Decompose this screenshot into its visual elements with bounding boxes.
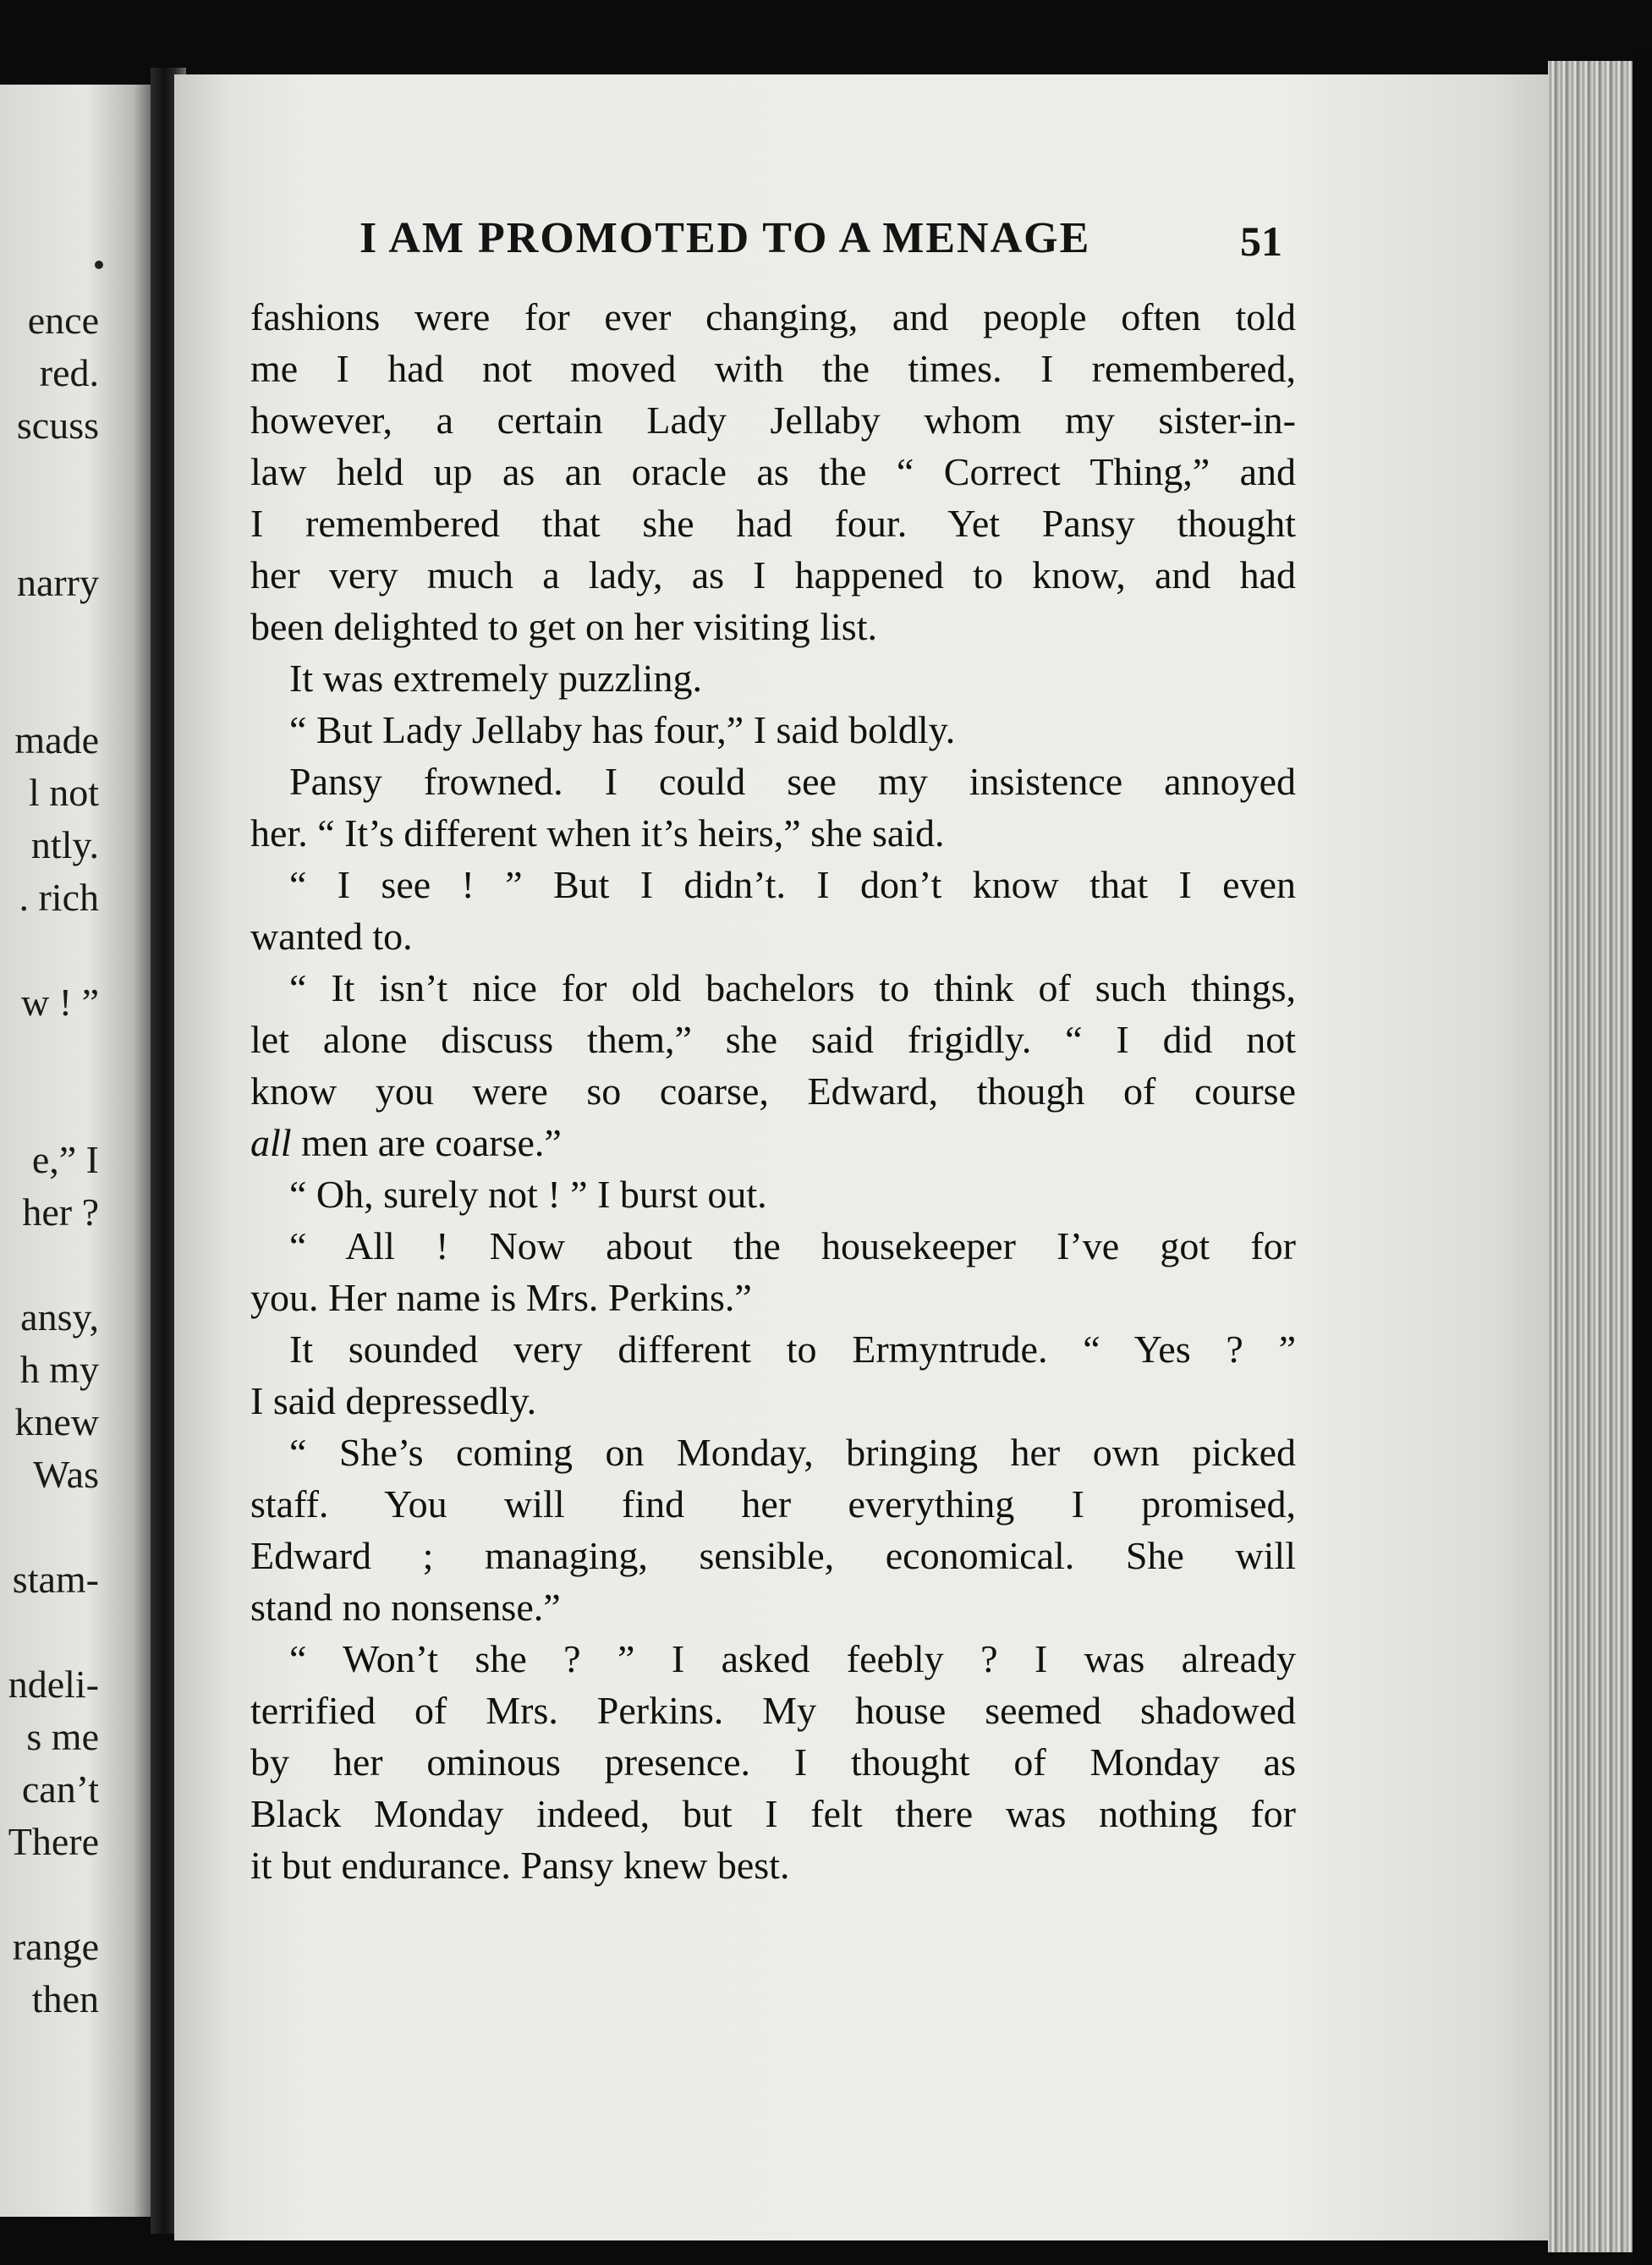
body-line: “ All ! Now about the housekeeper I’ve got for	[289, 1224, 1296, 1267]
facing-page-line: l not	[28, 771, 99, 814]
ink-dot	[95, 261, 103, 269]
body-line: by her ominous presence. I thought of Monday as	[250, 1740, 1296, 1784]
page-edges	[1548, 61, 1641, 2252]
edge-shadow	[1633, 51, 1652, 2265]
body-line: I remembered that she had four. Yet Pansy thought	[250, 502, 1296, 545]
body-line: wanted to.	[250, 915, 413, 958]
facing-page-line: red.	[39, 351, 99, 394]
body-line: “ Oh, surely not ! ” I burst out.	[289, 1173, 767, 1216]
body-line: staff. You will find her everything I promised,	[250, 1482, 1296, 1526]
facing-page-line: stam-	[12, 1558, 99, 1601]
facing-page-line: s me	[26, 1715, 99, 1758]
facing-page-line: ence	[27, 299, 99, 342]
body-line: “ She’s coming on Monday, bringing her own picked	[289, 1431, 1296, 1474]
body-line: “ I see ! ” But I didn’t. I don’t know that I even	[289, 863, 1296, 906]
facing-page-line: . rich	[19, 876, 99, 919]
body-line: know you were so coarse, Edward, though of course	[250, 1069, 1296, 1113]
italic-word: all	[250, 1121, 292, 1164]
body-line: fashions were for ever changing, and people often told	[250, 295, 1296, 338]
body-line: all men are coarse.”	[250, 1121, 562, 1164]
body-line: however, a certain Lady Jellaby whom my sister-in-	[250, 399, 1296, 442]
facing-page-line: There	[8, 1820, 99, 1863]
body-line: her. “ It’s different when it’s heirs,” she said.	[250, 811, 945, 855]
body-line: It sounded very different to Ermyntrude. “ Yes ? ”	[289, 1328, 1296, 1371]
page-number: 51	[1240, 217, 1282, 265]
body-line: “ It isn’t nice for old bachelors to think of such things,	[289, 966, 1296, 1009]
body-line: It was extremely puzzling.	[289, 657, 702, 700]
body-line: I said depressedly.	[250, 1379, 537, 1422]
facing-page	[0, 85, 156, 2217]
body-line: Edward ; managing, sensible, economical. She will	[250, 1534, 1296, 1577]
facing-page-line: made	[14, 718, 99, 761]
facing-page-line: Was	[32, 1453, 99, 1496]
body-line: Pansy frowned. I could see my insistence annoyed	[289, 760, 1296, 803]
body-line: me I had not moved with the times. I remembered,	[250, 347, 1296, 390]
body-line: Black Monday indeed, but I felt there was nothing for	[250, 1792, 1296, 1835]
facing-page-line: e,” I	[31, 1138, 99, 1181]
facing-page-line: her ?	[22, 1190, 99, 1234]
body-line: law held up as an oracle as the “ Correct Thing,” and	[250, 450, 1296, 493]
facing-page-line: ntly.	[30, 823, 99, 866]
facing-page-line: ansy,	[20, 1295, 99, 1339]
body-line: let alone discuss them,” she said frigidly. “ I did not	[250, 1018, 1296, 1061]
body-line: stand no nonsense.”	[250, 1586, 561, 1629]
body-line: terrified of Mrs. Perkins. My house seemed shadowed	[250, 1689, 1296, 1732]
body-line: “ Won’t she ? ” I asked feebly ? I was already	[289, 1637, 1296, 1680]
body-line: it but endurance. Pansy knew best.	[250, 1844, 790, 1887]
facing-page-line: then	[31, 1977, 99, 2020]
facing-page-line: range	[12, 1925, 99, 1968]
facing-page-line: knew	[14, 1400, 99, 1443]
body-line: been delighted to get on her visiting list.	[250, 605, 877, 648]
facing-page-line: can’t	[21, 1767, 99, 1811]
facing-page-line: h my	[19, 1348, 99, 1391]
facing-page-line: narry	[16, 561, 99, 604]
body-line: “ But Lady Jellaby has four,” I said boldly.	[289, 708, 956, 751]
facing-page-line: w ! ”	[21, 981, 99, 1024]
body-line: her very much a lady, as I happened to know, and had	[250, 553, 1296, 596]
facing-page-line: scuss	[16, 404, 99, 447]
body-line: you. Her name is Mrs. Perkins.”	[250, 1276, 752, 1319]
facing-page-line: ndeli-	[8, 1663, 99, 1706]
running-head: I AM PROMOTED TO A MENAGE	[359, 214, 1091, 262]
